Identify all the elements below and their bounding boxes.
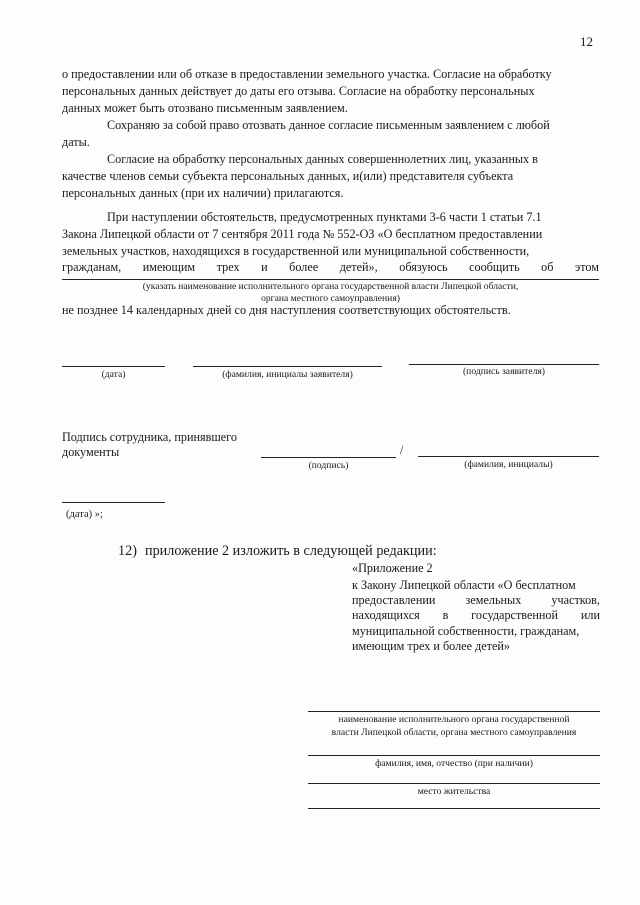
residence-caption: место жительства — [417, 786, 491, 797]
appendix-header-line-3 — [352, 593, 600, 608]
paragraph-circumstances-line-1: При наступлении обстоятельств, предусмотренных пунктами 3-6 части 1 статьи 7.1 — [107, 210, 542, 224]
word: и — [261, 260, 268, 274]
word: предоставлении — [352, 593, 436, 607]
fio-fill-line[interactable] — [308, 755, 600, 756]
paragraph-family-consent-line-1: Согласие на обработку персональных данных совершеннолетних лиц, указанных в — [107, 152, 538, 166]
page-number: 12 — [580, 34, 593, 49]
word: земельных — [465, 593, 522, 607]
word: детей», — [339, 260, 378, 274]
authority-name-caption-line-1: наименование исполнительного органа государственной — [338, 714, 570, 725]
end-date-fill-line[interactable] — [62, 502, 165, 503]
paragraph-revoke-line-2: даты. — [62, 135, 90, 149]
authority-caption-line-1: (указать наименование исполнительного органа государственной власти Липецкой области, — [142, 281, 519, 292]
paragraph-family-consent-line-3: персональных данных (при их наличии) прилагаются. — [62, 186, 344, 200]
authority-name-fill-line[interactable] — [308, 711, 600, 712]
word: трех — [216, 260, 240, 274]
word: обязуюсь — [399, 260, 448, 274]
residence-extra-fill-line[interactable] — [308, 808, 600, 809]
paragraph-consent-line-3: данных может быть отозвано письменным заявлением. — [62, 101, 348, 115]
amendment-text: приложение 2 изложить в следующей редакции: — [145, 543, 437, 559]
appendix-header-line-6: имеющим трех и более детей» — [352, 639, 510, 653]
employee-signature-label-line-1: Подпись сотрудника, принявшего — [62, 430, 237, 444]
word: находящихся — [352, 608, 420, 622]
paragraph-revoke-line-1: Сохраняю за собой право отозвать данное согласие письменным заявлением с любой — [107, 118, 550, 132]
paragraph-consent-line-2: персональных данных действует до даты его отзыва. Согласие на обработку персональных — [62, 84, 535, 98]
amendment-number: 12) — [118, 543, 137, 559]
fio-caption: фамилия, имя, отчество (при наличии) — [375, 758, 533, 769]
appendix-header-line-4 — [352, 608, 600, 623]
date-caption: (дата) — [101, 369, 126, 380]
word: имеющим — [142, 260, 196, 274]
word: сообщить — [469, 260, 520, 274]
paragraph-consent-line-1: о предоставлении или об отказе в предоставлении земельного участка. Согласие на обработку — [62, 67, 552, 81]
paragraph-circumstances-line-4 — [62, 260, 599, 275]
applicant-name-caption: (фамилия, инициалы заявителя) — [222, 369, 353, 380]
employee-signature-fill-line[interactable] — [261, 457, 396, 458]
paragraph-circumstances-line-3: земельных участков, находящихся в государственной или муниципальной собственности, — [62, 244, 530, 258]
date-fill-line[interactable] — [62, 366, 165, 367]
separator-slash: / — [400, 443, 404, 457]
employee-signature-label-line-2: документы — [62, 445, 120, 459]
residence-fill-line[interactable] — [308, 783, 600, 784]
employee-name-caption: (фамилия, инициалы) — [464, 459, 553, 470]
end-date-caption: (дата) »; — [66, 509, 103, 520]
authority-caption-line-2: органа местного самоуправления) — [261, 293, 400, 304]
word: об — [541, 260, 554, 274]
paragraph-circumstances-line-2: Закона Липецкой области от 7 сентября 2011 года № 552-ОЗ «О бесплатном предоставлении — [62, 227, 543, 241]
appendix-header-line-1: «Приложение 2 — [352, 561, 433, 575]
authority-fill-line[interactable] — [62, 279, 599, 280]
word: или — [580, 608, 600, 622]
applicant-name-fill-line[interactable] — [193, 366, 382, 367]
word: участков, — [551, 593, 600, 607]
deadline-text: не позднее 14 календарных дней со дня наступления соответствующих обстоятельств. — [62, 303, 511, 317]
word: более — [289, 260, 319, 274]
authority-name-caption-line-2: власти Липецкой области, органа местного самоуправления — [331, 727, 577, 738]
word: в — [442, 608, 449, 622]
appendix-header-line-5: муниципальной собственности, гражданам, — [352, 624, 580, 638]
applicant-signature-caption: (подпись заявителя) — [462, 366, 545, 377]
applicant-signature-fill-line[interactable] — [409, 364, 599, 365]
employee-name-fill-line[interactable] — [418, 456, 599, 457]
employee-signature-caption: (подпись) — [308, 460, 349, 471]
word: гражданам, — [62, 260, 122, 274]
word: этом — [574, 260, 599, 274]
word: государственной — [471, 608, 559, 622]
paragraph-family-consent-line-2: качестве членов семьи субъекта персональных данных, и(или) представителя субъекта — [62, 169, 514, 183]
appendix-header-line-2: к Закону Липецкой области «О бесплатном — [352, 578, 576, 592]
